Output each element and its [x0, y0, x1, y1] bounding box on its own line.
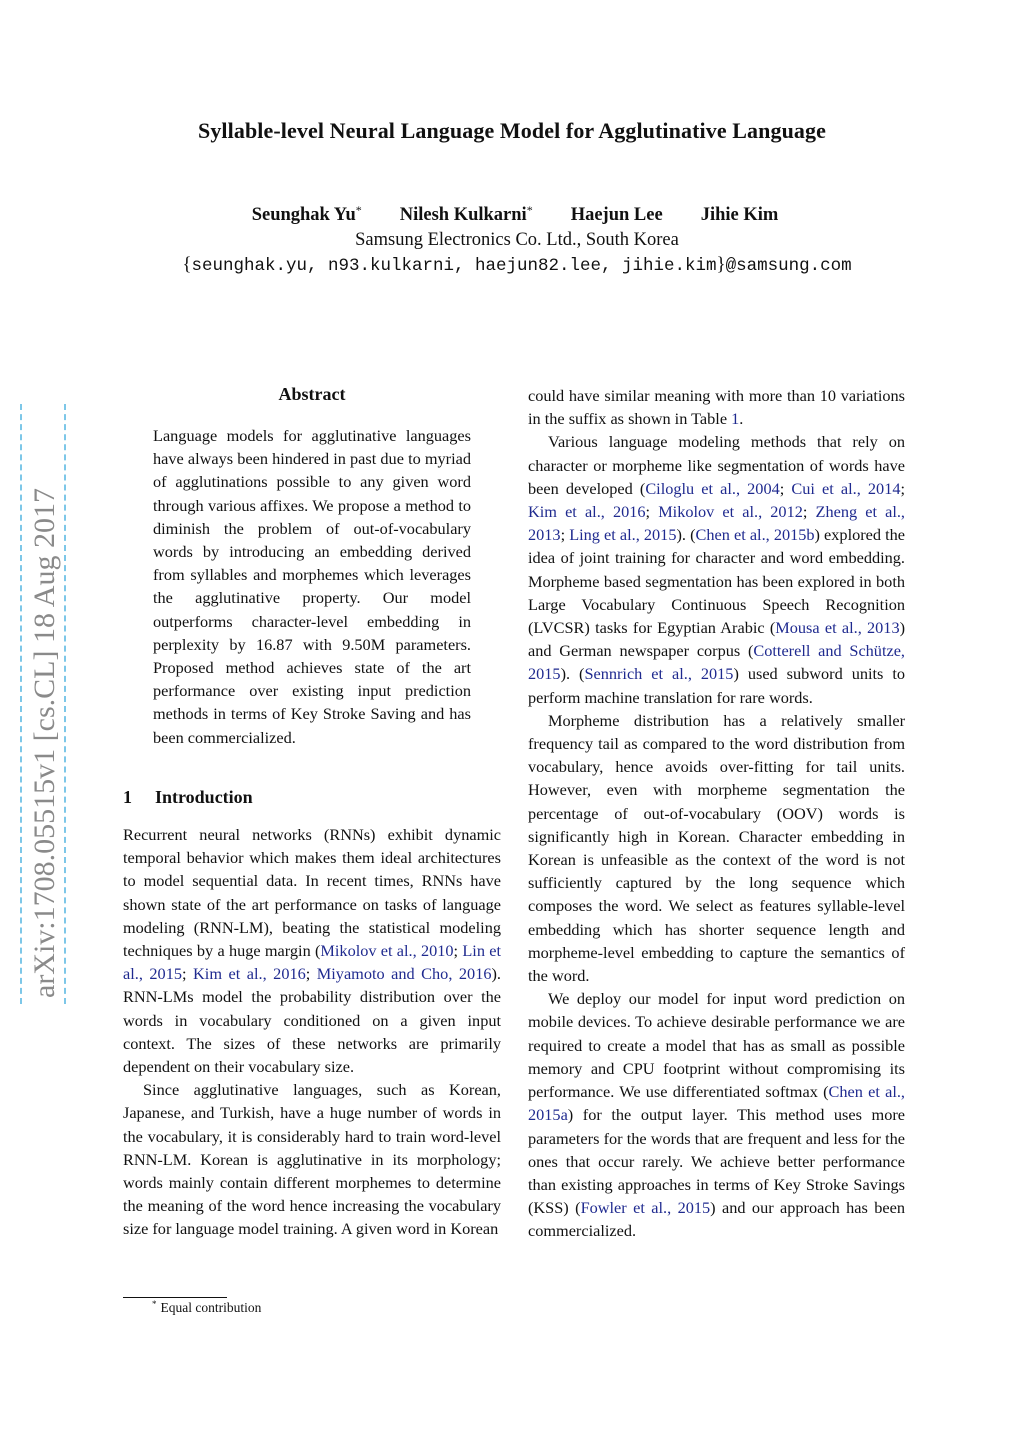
author-name: Haejun Lee [570, 205, 663, 225]
author-list [0, 203, 1024, 226]
author-name: Nilesh Kulkarni* [399, 203, 533, 225]
citation-link[interactable]: Chen et al., 2015a [528, 1082, 905, 1125]
citation-link[interactable]: Kim et al., 2016 [193, 964, 306, 984]
footnote: * Equal contribution [152, 1299, 262, 1315]
citation-link[interactable]: Mikolov et al., 2010 [320, 941, 454, 961]
citation-link[interactable]: Sennrich et al., 2015 [584, 664, 734, 684]
citation-link[interactable]: Cui et al., 2014 [791, 478, 901, 498]
section-heading-introduction: 1 Introduction [123, 787, 253, 807]
abstract-heading: Abstract [278, 384, 346, 404]
intro-paragraph: Recurrent neural networks (RNNs) exhibit dynamic temporal behavior which makes them ideal architectures to model sequential data. In recent times, RNNs have shown state of the art performance on tasks of language modeling (RNN-LM), beating the statistical modeling techniques by a huge margin (Mikolov et al., 2010; Lin et al., 2015; Kim et al., 2016; Miyamoto and Cho, 2016). RNN-LMs model the probability distribution over the words in vocabulary conditioned on a given input context. The sizes of these networks are primarily dependent on their vocabulary size. [123, 825, 501, 1077]
citation-link[interactable]: Fowler et al., 2015 [580, 1198, 711, 1218]
citation-link[interactable]: Mikolov et al., 2012 [658, 502, 803, 522]
author-name: Jihie Kim [700, 205, 779, 225]
citation-link[interactable]: Ciloglu et al., 2004 [645, 478, 780, 498]
intro-paragraph: Since agglutinative languages, such as Korean, Japanese, and Turkish, have a huge number of words in the vocabulary, it is considerably hard to train word-level RNN-LM. Korean is agglutinative in its morphology; words mainly contain different morphemes to determine the meaning of the word hence increasing the vocabulary size for language model training. A given word in Korean [123, 1080, 501, 1239]
intro-paragraph: Various language modeling methods that rely on character or morpheme like segmentation of words have been developed (Ciloglu et al., 2004; Cui et al., 2014; Kim et al., 2016; Mikolov et al., 2012; Zheng et al., 2013; Ling et al., 2015). (Chen et al., 2015b) explored the idea of joint training for character and word embedding. Morpheme based segmentation has been explored in both Large Vocabulary Continuous Speech Recognition (LVCSR) tasks for Egyptian Arabic (Mousa et al., 2013) and German newspaper corpus (Cotterell and Schütze, 2015). (Sennrich et al., 2015) used subword units to perform machine translation for rare words. [528, 432, 906, 707]
abstract-text: Language models for agglutinative languages have always been hindered in past due to myriad of agglutinations possible to any given word through various affixes. We propose a method to diminish the problem of out-of-vocabulary words by introducing an embedding derived from syllables and morphemes which leverages the agglutinative property. Our model outperforms character-level embedding in perplexity by 16.87 with 9.50M parameters. Proposed method achieves state of the art performance over existing input prediction methods in terms of Key Stroke Saving and has been commercialized. [153, 426, 471, 747]
citation-link[interactable]: Kim et al., 2016 [528, 502, 646, 522]
intro-paragraph: We deploy our model for input word prediction on mobile devices. To achieve desirable performance we are required to create a model that has as small as possible memory and CPU footprint without compromising its performance. We use differentiated softmax (Chen et al., 2015a) for the output layer. This method uses more parameters for the words that are frequent and less for the ones that occur rarely. We achieve better performance than existing approaches in terms of Key Stroke Savings (KSS) (Fowler et al., 2015) and our approach has been commercialized. [528, 989, 905, 1241]
citation-link[interactable]: Lin et al., 2015 [123, 941, 501, 984]
citation-link[interactable]: Mousa et al., 2013 [775, 618, 900, 638]
left-column-body [123, 823, 501, 1241]
arxiv-stamp[interactable]: arXiv:1708.05515v1 [cs.CL] 18 Aug 2017 [20, 404, 66, 1004]
citation-link[interactable]: Miyamoto and Cho, 2016 [316, 964, 492, 984]
citation-link[interactable]: Cotterell and Schütze, 2015 [528, 641, 905, 684]
citation-link[interactable]: Ling et al., 2015 [569, 525, 677, 545]
footnote-divider [123, 1297, 227, 1298]
right-column-body [528, 384, 905, 1243]
table-reference-link[interactable]: 1 [731, 409, 740, 429]
citation-link[interactable]: Chen et al., 2015b [695, 525, 815, 545]
affiliation: Samsung Electronics Co. Ltd., South Korea [355, 230, 679, 250]
author-emails[interactable]: {seunghak.yu, n93.kulkarni, haejun82.lee, jihie.kim}@samsung.com [182, 254, 852, 276]
paper-title: Syllable-level Neural Language Model for Agglutinative Language [197, 118, 826, 143]
citation-link[interactable]: Zheng et al., 2013 [528, 502, 905, 545]
intro-paragraph: Morpheme distribution has a relatively smaller frequency tail as compared to the word distribution from vocabulary, hence avoids over-fitting for tail units. However, even with morpheme segmentation the percentage of out-of-vocabulary (OOV) words is significantly high in Korean. Character embedding in Korean is unfeasible as the context of the word is not sufficiently captured by the long sequence which composes the word. We select as features syllable-level embedding which has shorter sequence length and morpheme-level embedding to capture the semantics of the word. [528, 710, 905, 986]
intro-paragraph: could have similar meaning with more than 10 variations in the suffix as shown in Table 1. [528, 386, 905, 429]
author-name: Seunghak Yu* [251, 203, 362, 225]
